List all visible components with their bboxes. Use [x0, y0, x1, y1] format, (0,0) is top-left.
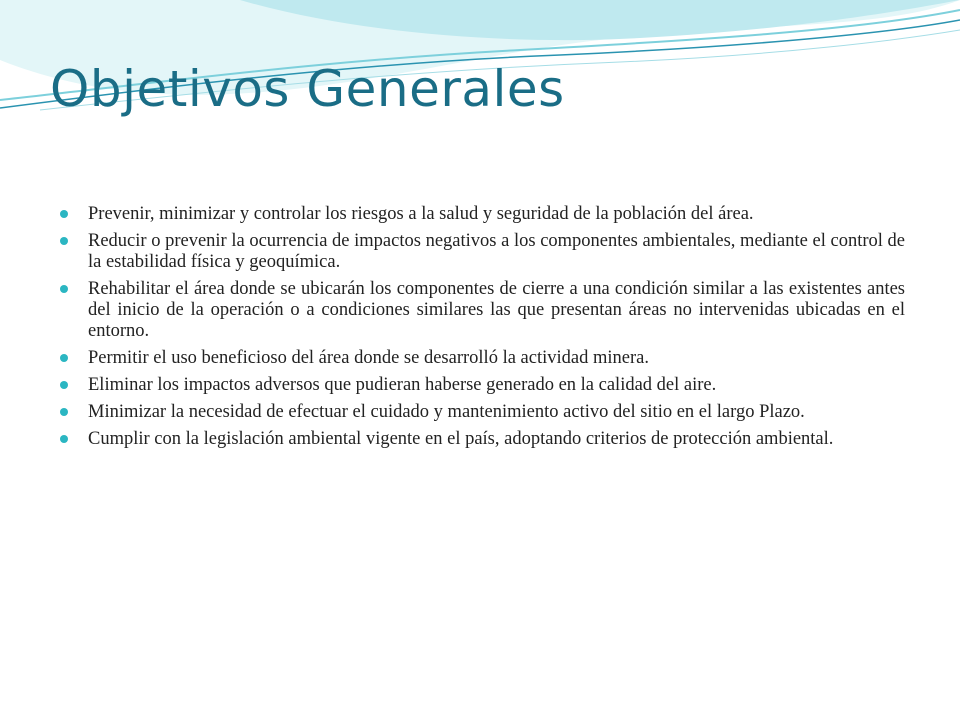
bullet-dot-icon — [60, 408, 68, 416]
bullet-list — [60, 204, 905, 456]
bullet-item — [60, 402, 905, 423]
bullet-dot-icon — [60, 381, 68, 389]
bullet-item — [60, 375, 905, 396]
bullet-dot-icon — [60, 237, 68, 245]
bullet-item — [60, 429, 905, 450]
bullet-text: Minimizar la necesidad de efectuar el cuidado y mantenimiento activo del sitio en el largo Plazo. — [88, 402, 805, 422]
bullet-item — [60, 348, 905, 369]
bullet-dot-icon — [60, 435, 68, 443]
bullet-item — [60, 204, 905, 225]
bullet-dot-icon — [60, 285, 68, 293]
bullet-item — [60, 231, 905, 273]
bullet-dot-icon — [60, 210, 68, 218]
bullet-dot-icon — [60, 354, 68, 362]
slide-title: Objetivos Generales — [50, 60, 565, 118]
bullet-item — [60, 279, 905, 342]
bullet-text: Permitir el uso beneficioso del área donde se desarrolló la actividad minera. — [88, 348, 649, 368]
bullet-text: Rehabilitar el área donde se ubicarán los componentes de cierre a una condición similar a las existentes antes del inicio de la operación o a condiciones similares las que presentan áreas no intervenidas ubicadas en el entorno. — [88, 279, 905, 341]
bullet-text: Eliminar los impactos adversos que pudieran haberse generado en la calidad del aire. — [88, 375, 717, 395]
bullet-text: Prevenir, minimizar y controlar los riesgos a la salud y seguridad de la población del área. — [88, 204, 754, 224]
bullet-text: Cumplir con la legislación ambiental vigente en el país, adoptando criterios de protección ambiental. — [88, 429, 834, 449]
bullet-text: Reducir o prevenir la ocurrencia de impactos negativos a los componentes ambientales, mediante el control de la estabilidad física y geoquímica. — [88, 231, 905, 272]
